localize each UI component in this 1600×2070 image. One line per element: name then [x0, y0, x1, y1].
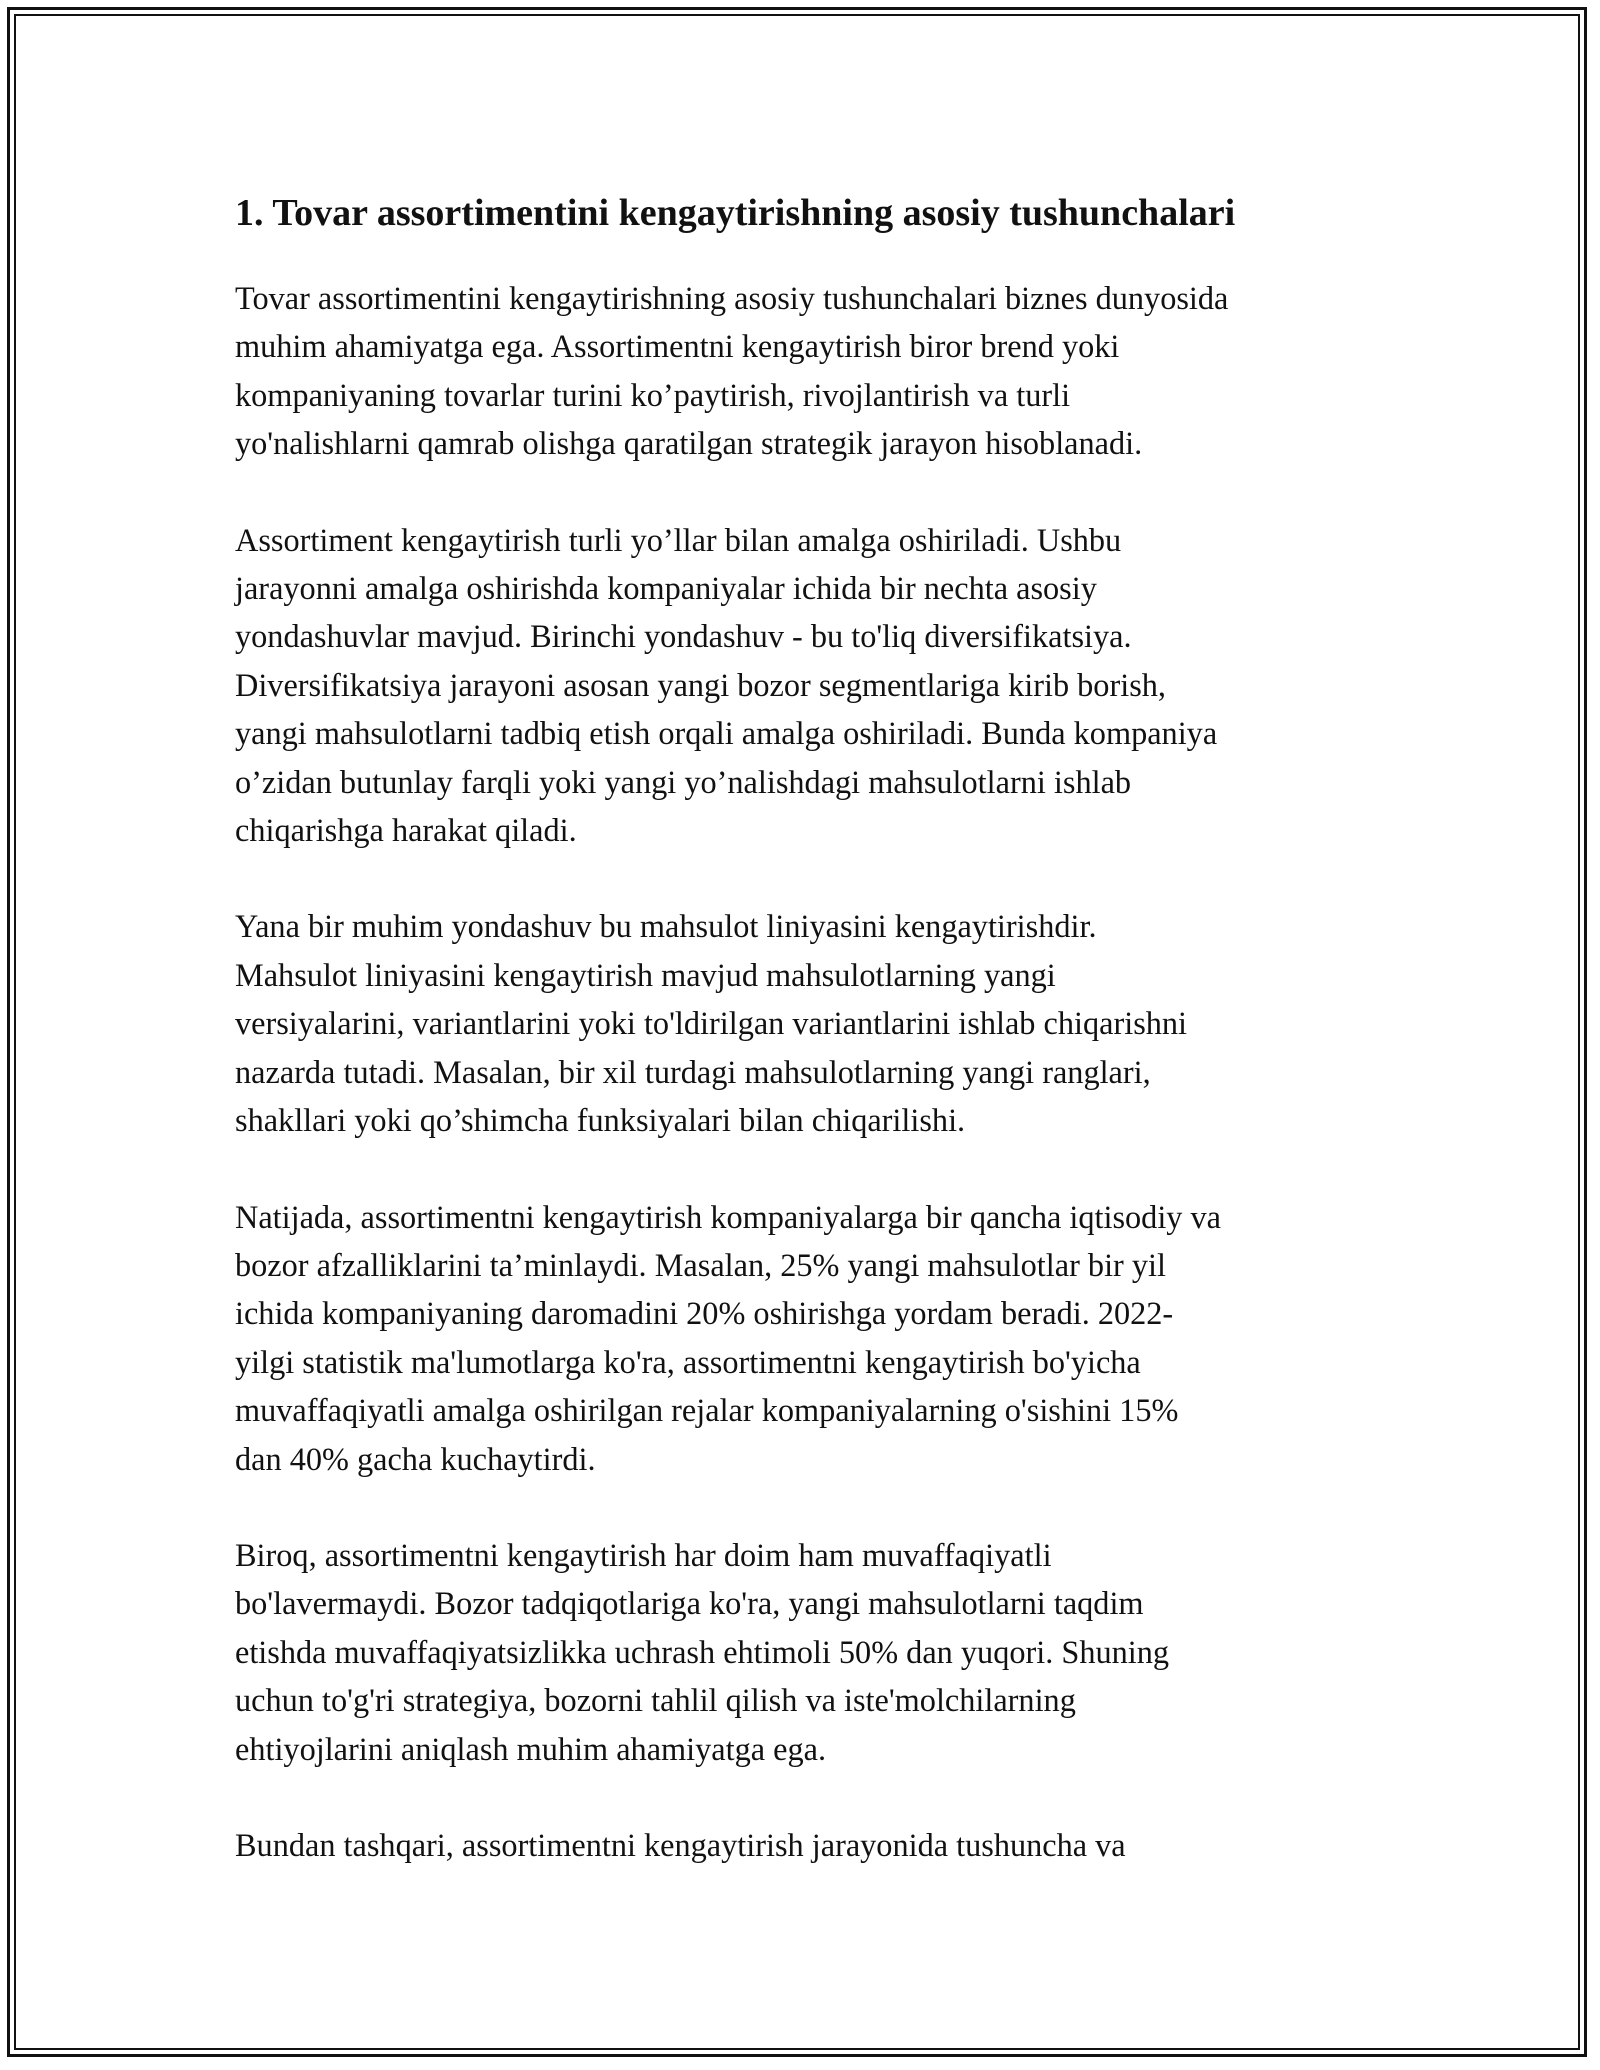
text-line: uchun to'g'ri strategiya, bozorni tahlil qilish va iste'molchilarning: [235, 1682, 1076, 1719]
paragraph-2: [235, 516, 1385, 855]
text-line: bozor afzalliklarini ta’minlaydi. Masalan, 25% yangi mahsulotlar bir yil: [235, 1246, 1166, 1283]
text-line: Mahsulot liniyasini kengaytirish mavjud mahsulotlarning yangi: [235, 956, 1056, 993]
section-heading: 1. Tovar assortimentini kengaytirishning asosiy tushunchalari: [235, 192, 1236, 234]
text-line: Biroq, assortimentni kengaytirish har doim ham muvaffaqiyatli: [235, 1536, 1052, 1573]
text-line: yilgi statistik ma'lumotlarga ko'ra, assortimentni kengaytirish bo'yicha: [235, 1343, 1141, 1380]
text-line: dan 40% gacha kuchaytirdi.: [235, 1440, 596, 1477]
text-line: yangi mahsulotlarni tadbiq etish orqali amalga oshiriladi. Bunda kompaniya: [235, 715, 1218, 752]
paragraph-1: [235, 274, 1385, 468]
paragraph-5: [235, 1531, 1385, 1773]
text-line: Assortiment kengaytirish turli yo’llar bilan amalga oshiriladi. Ushbu: [235, 521, 1122, 558]
text-line: bo'lavermaydi. Bozor tadqiqotlariga ko'ra, yangi mahsulotlarni taqdim: [235, 1585, 1144, 1622]
text-line: nazarda tutadi. Masalan, bir xil turdagi mahsulotlarning yangi ranglari,: [235, 1053, 1151, 1090]
text-line: chiqarishga harakat qiladi.: [235, 812, 577, 849]
text-line: Tovar assortimentini kengaytirishning asosiy tushunchalari biznes dunyosida: [235, 280, 1229, 316]
text-line: muvaffaqiyatli amalga oshirilgan rejalar kompaniyalarning o'sishini 15%: [235, 1392, 1179, 1429]
text-line: yondashuvlar mavjud. Birinchi yondashuv - bu to'liq diversifikatsiya.: [235, 618, 1132, 655]
text-line: o’zidan butunlay farqli yoki yangi yo’nalishdagi mahsulotlarni ishlab: [235, 763, 1132, 800]
text-line: yo'nalishlarni qamrab olishga qaratilgan strategik jarayon hisoblanadi.: [235, 425, 1143, 462]
text-line: Yana bir muhim yondashuv bu mahsulot liniyasini kengaytirishdir.: [235, 908, 1097, 945]
paragraph-list: [235, 274, 1385, 1869]
text-line: versiyalarini, variantlarini yoki to'ldirilgan variantlarini ishlab chiqarishni: [235, 1005, 1188, 1042]
paragraph-3: [235, 902, 1385, 1144]
document-body: [235, 182, 1385, 1869]
text-line: kompaniyaning tovarlar turini ko’paytirish, rivojlantirish va turli: [235, 376, 1071, 413]
text-line: ehtiyojlarini aniqlash muhim ahamiyatga ega.: [235, 1730, 827, 1767]
text-line: Natijada, assortimentni kengaytirish kompaniyalarga bir qancha iqtisodiy va: [235, 1198, 1222, 1235]
text-line: Bundan tashqari, assortimentni kengaytirish jarayonida tushuncha va: [235, 1826, 1126, 1863]
paragraph-4: [235, 1193, 1385, 1483]
paragraph-6: [235, 1821, 1385, 1869]
text-line: muhim ahamiyatga ega. Assortimentni kengaytirish biror brend yoki: [235, 328, 1120, 365]
text-line: jarayonni amalga oshirishda kompaniyalar ichida bir nechta asosiy: [235, 570, 1097, 607]
text-line: shakllari yoki qo’shimcha funksiyalari bilan chiqarilishi.: [235, 1102, 966, 1139]
text-line: Diversifikatsiya jarayoni asosan yangi bozor segmentlariga kirib borish,: [235, 666, 1166, 703]
text-line: etishda muvaffaqiyatsizlikka uchrash ehtimoli 50% dan yuqori. Shuning: [235, 1633, 1170, 1670]
text-line: ichida kompaniyaning daromadini 20% oshirishga yordam beradi. 2022-: [235, 1295, 1174, 1332]
